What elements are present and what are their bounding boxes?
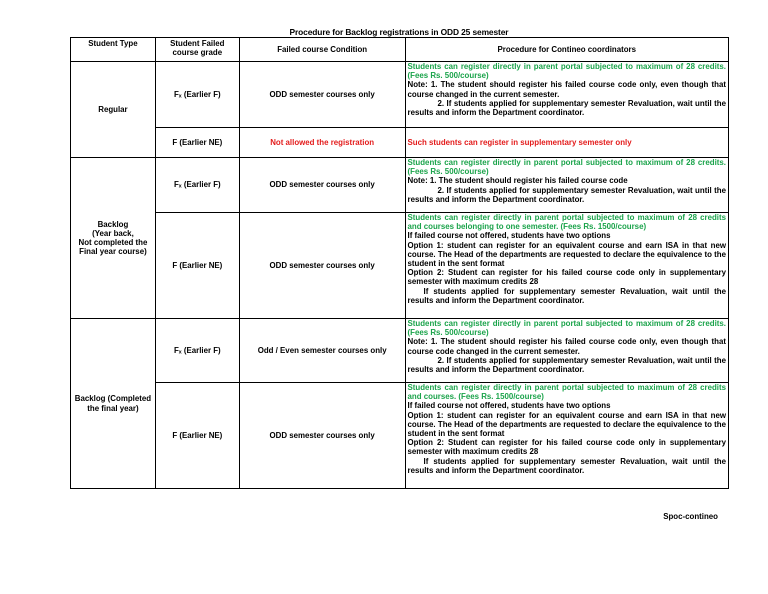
page-title: Procedure for Backlog registrations in ODD 25 semester <box>289 27 509 37</box>
procedure-cell <box>405 158 728 213</box>
table-header-row <box>71 38 729 62</box>
procedure-cell <box>405 383 728 489</box>
procedure-line: If failed course not offered, students have two options <box>407 231 611 241</box>
table-row <box>71 128 729 158</box>
condition-cell: ODD semester courses only <box>239 383 405 489</box>
procedure-green-text: Students can register directly in parent portal subjected to maximum of 28 credits. (Fees Rs. 500/course) <box>407 319 726 338</box>
grade-cell: F (Earlier NE) <box>155 213 239 319</box>
procedure-cell <box>405 213 728 319</box>
grade-cell: Fₓ (Earlier F) <box>155 158 239 213</box>
procedure-green-text: Students can register directly in parent portal subjected to maximum of 28 credits. (Fees Rs. 500/course) <box>407 158 726 177</box>
student-type-backlog-completed: Backlog (Completed the final year) <box>71 319 156 489</box>
procedure-note-2: 2. If students applied for supplementary semester Revaluation, wait until the results and inform the Department coordinator. <box>407 185 726 204</box>
procedure-line: Option 2: Student can register for his failed course code only in supplementary semester with maximum credits 28 <box>407 268 726 287</box>
procedure-note-2: 2. If students applied for supplementary semester Revaluation, wait until the results and inform the Department coordinator. <box>407 355 726 375</box>
grade-cell: Fₓ (Earlier F) <box>155 319 239 383</box>
table-row <box>71 213 729 319</box>
table-row <box>71 319 729 383</box>
table-row <box>71 62 729 128</box>
header-procedure: Procedure for Contineo coordinators <box>405 38 728 62</box>
procedure-cell: Such students can register in supplementary semester only <box>405 128 728 158</box>
condition-cell: ODD semester courses only <box>239 62 405 128</box>
procedure-line: If failed course not offered, students have two options <box>407 401 611 411</box>
grade-cell: F (Earlier NE) <box>155 383 239 489</box>
condition-cell: ODD semester courses only <box>239 158 405 213</box>
procedure-line: If students applied for supplementary semester Revaluation, wait until the results and inform the Department coordinator. <box>407 286 726 305</box>
student-type-backlog-year-back: Backlog (Year back, Not completed the Final year course) <box>71 158 156 319</box>
procedure-line: Option 1: student can register for an equivalent course and earn ISA in that new course. The Head of the departments are requested to declare the equivalence to the student in the sent format <box>407 240 726 269</box>
condition-cell: Not allowed the registration <box>239 128 405 158</box>
procedure-line: Option 1: student can register for an equivalent course and earn ISA in that new course. The Head of the departments are requested to declare the equivalence to the student in the sent format <box>407 410 726 439</box>
grade-cell: Fₓ (Earlier F) <box>155 62 239 128</box>
procedure-note-2: 2. If students applied for supplementary semester Revaluation, wait until the results and inform the Department coordinator. <box>407 98 726 118</box>
procedure-note: Note: 1. The student should register his failed course code only, even though that course code changed in the current semester. <box>407 337 726 356</box>
procedure-cell <box>405 62 728 128</box>
grade-cell: F (Earlier NE) <box>155 128 239 158</box>
procedure-green-text: Students can register directly in parent portal subjected to maximum of 28 credits and courses belonging to one semester. (Fees Rs. 1500/course) <box>407 213 726 232</box>
procedure-green-text: Students can register directly in parent portal subjected to maximum of 28 credits and courses. (Fees Rs. 1500/course) <box>407 383 726 402</box>
procedure-line: Option 2: Student can register for his failed course code only in supplementary semester with maximum credits 28 <box>407 438 726 457</box>
procedure-line: If students applied for supplementary semester Revaluation, wait until the results and inform the Department coordinator. <box>407 456 726 475</box>
footer-signature: Spoc-contineo <box>663 512 718 521</box>
backlog-procedure-table <box>70 37 729 489</box>
procedure-cell <box>405 319 728 383</box>
header-student-type: Student Type <box>71 38 156 62</box>
procedure-green-text: Students can register directly in parent portal subjected to maximum of 28 credits. (Fees Rs. 500/course) <box>407 62 726 81</box>
header-condition: Failed course Condition <box>239 38 405 62</box>
header-grade: Student Failed course grade <box>155 38 239 62</box>
condition-cell: Odd / Even semester courses only <box>239 319 405 383</box>
table-row <box>71 383 729 489</box>
procedure-note: Note: 1. The student should register his failed course code only, even though that course changed in the current semester. <box>407 80 726 99</box>
student-type-regular: Regular <box>71 62 156 158</box>
condition-cell: ODD semester courses only <box>239 213 405 319</box>
procedure-note: Note: 1. The student should register his failed course code <box>407 176 628 186</box>
table-row <box>71 158 729 213</box>
